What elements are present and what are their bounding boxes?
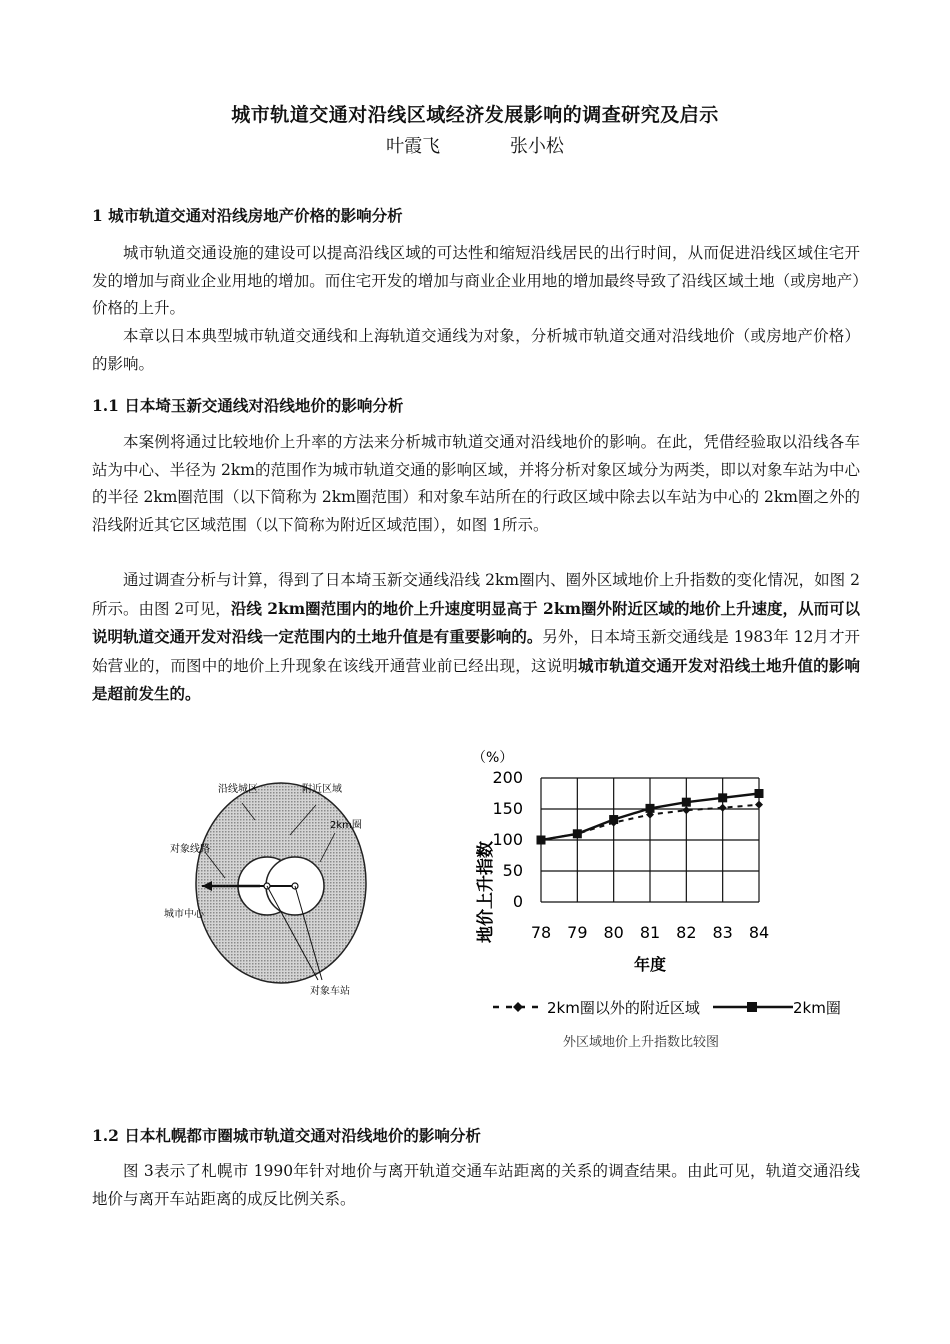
chart-y-tick-label: 50 (502, 861, 523, 880)
para2-text-a: 通过调查分析与计算，得到了日本埼玉新交通线沿线 2km圈内、圈外区域地价上升指数的变化情况，如图 2所示。由图 2可见， (92, 571, 860, 618)
legend-label-2km: 2km圈 (793, 999, 841, 1017)
section-1-2-heading: 1.2 日本札幌都市圈城市轨道交通对沿线地价的影响分析 (92, 1126, 481, 1145)
chart-point-nearby (682, 806, 690, 814)
chart-y-axis-label: 地价上升指数 (476, 841, 496, 943)
label-along-zone: 沿线城区 (218, 784, 258, 795)
label-target-station: 对象车站 (310, 986, 350, 997)
section-1-paragraph-2: 本章以日本典型城市轨道交通线和上海轨道交通线为对象，分析城市轨道交通对沿线地价（或房地产价格）的影响。 (92, 327, 860, 373)
section-1-heading: 1 城市轨道交通对沿线房地产价格的影响分析 (92, 206, 403, 225)
paper-authors (0, 132, 950, 158)
chart-point-2km (755, 789, 764, 798)
chart-point-nearby (719, 804, 727, 812)
legend-marker-diamond (513, 1002, 523, 1012)
chart-x-tick-label: 82 (676, 923, 697, 942)
chart-x-tick-label: 84 (748, 923, 770, 942)
figure-1-diagram (150, 765, 410, 1005)
chart-unit-label: （%） (472, 750, 514, 766)
label-2km-circle: 2km圈 (330, 820, 362, 831)
section-1-paragraph-1: 城市轨道交通设施的建设可以提高沿线区域的可达性和缩短沿线居民的出行时间，从而促进沿线区域住宅开发的增加与商业企业用地的增加。而住宅开发的增加与商业企业用地的增加最终导致了沿线区域土地（或房地产）价格的上升。 (92, 244, 860, 317)
chart-x-tick-label: 81 (639, 923, 661, 942)
chart-y-tick-label: 200 (492, 768, 523, 787)
chart-point-2km (646, 804, 655, 813)
section-1-1-paragraph-2 (92, 567, 860, 709)
chart-plot-area (492, 768, 769, 942)
author-1: 叶霞飞 (386, 136, 441, 157)
paper-title: 城市轨道交通对沿线区域经济发展影响的调查研究及启示 (231, 104, 719, 126)
legend-marker-square (747, 1002, 757, 1012)
chart-point-nearby (755, 801, 763, 809)
section-1-1-heading: 1.1 日本埼玉新交通线对沿线地价的影响分析 (92, 396, 404, 415)
section-1-1-paragraph-1: 本案例将通过比较地价上升率的方法来分析城市轨道交通对沿线地价的影响。在此，凭借经验取以沿线各车站为中心、半径为 2km的范围作为城市轨道交通的影响区域，并将分析对象区域分为两类，即以对象车站为中心的半径 2km圈范围（以下简称为 2km圈范围）和对象车站所在的行政区域中除去以车站为中心的 2km圈之外的沿线附近其它区域范围（以下简称为附近区域范围），如图 1所示。 (92, 433, 860, 534)
chart-point-2km (682, 798, 691, 807)
chart-point-2km (609, 815, 618, 824)
chart-y-tick-label: 0 (512, 892, 523, 911)
chart-legend (493, 999, 841, 1017)
legend-label-nearby: 2km圈以外的附近区域 (547, 999, 700, 1017)
label-target-line: 对象线路 (170, 844, 210, 855)
chart-x-tick-label: 80 (603, 923, 624, 942)
chart-x-tick-label: 83 (712, 923, 733, 942)
author-2: 张小松 (509, 136, 564, 157)
label-city-center: 城市中心 (164, 909, 204, 920)
label-nearby-zone: 附近区域 (302, 784, 342, 795)
chart-x-tick-label: 79 (567, 923, 588, 942)
chart-x-tick-label: 78 (530, 923, 552, 942)
chart-point-2km (718, 793, 727, 802)
para2-emphasis-1: 沿线 2km圈范围内的地价上升速度明显高于 2km圈外附近区域的地价上升速度，从而可以说明轨道交通开发对沿线一定范围内的土地升值是有重要影响的。 (92, 598, 860, 646)
chart-x-axis-label: 年度 (633, 955, 667, 974)
section-1-2-paragraph-1: 图 3表示了札幌市 1990年针对地价与离开轨道交通车站距离的关系的调查结果。由此可见，轨道交通沿线地价与离开车站距离的成反比例关系。 (92, 1162, 860, 1208)
chart-y-tick-label: 100 (492, 830, 523, 849)
figure-2-caption-partial: 外区域地价上升指数比较图 (563, 1035, 720, 1050)
figure-2-chart (455, 740, 841, 1050)
para2-emphasis-2: 城市轨道交通开发对沿线土地升值的影响是超前发生的。 (92, 655, 860, 703)
chart-y-tick-label: 150 (492, 799, 523, 818)
chart-point-2km (573, 829, 582, 838)
para2-text-c: 另外，日本埼玉新交通线是 1983年 12月才开始营业的，而图中的地价上升现象在该线开通营业前已经出现，这说明 (92, 628, 860, 675)
chart-point-2km (537, 836, 546, 845)
